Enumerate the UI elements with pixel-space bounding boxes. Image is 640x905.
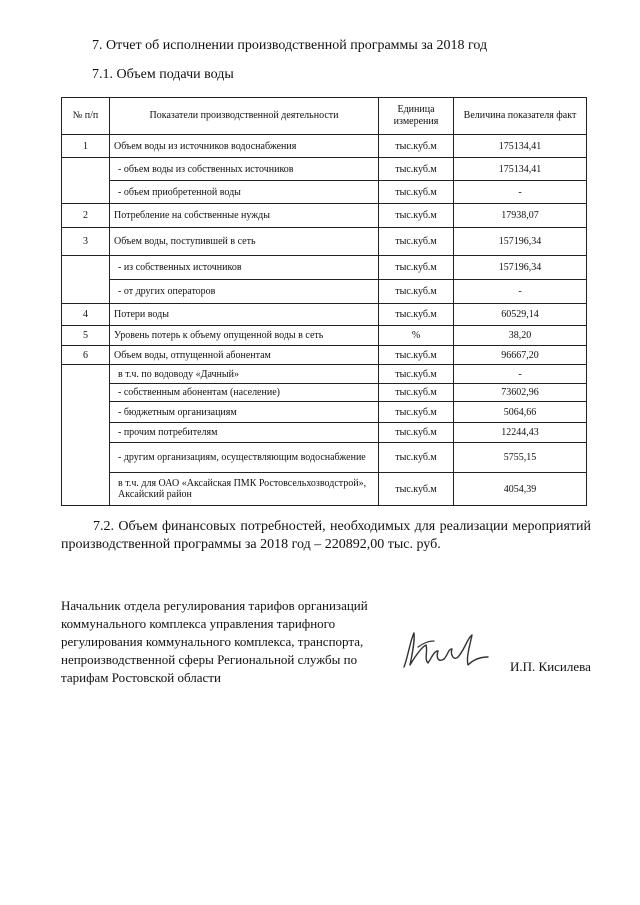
table-row (62, 181, 587, 204)
row-num: 1 (62, 135, 110, 158)
signer-name: И.П. Кисилева (510, 659, 591, 674)
row-value: 157196,34 (454, 256, 587, 280)
table-row (62, 402, 587, 423)
table-row (62, 228, 587, 256)
row-value: 4054,39 (454, 473, 587, 506)
row-name: - из собственных источников (110, 256, 379, 280)
row-name: Уровень потерь к объему опущенной воды в сеть (110, 326, 379, 346)
row-name: Объем воды, поступившей в сеть (110, 228, 379, 256)
row-name: Объем воды, отпущенной абонентам (110, 346, 379, 365)
row-num (62, 256, 110, 304)
row-name: - объем воды из собственных источников (110, 158, 379, 181)
row-value: - (454, 365, 587, 384)
row-unit: тыс.куб.м (379, 228, 454, 256)
row-value: 175134,41 (454, 158, 587, 181)
table-header-row (62, 98, 587, 135)
row-name: в т.ч. по водоводу «Дачный» (110, 365, 379, 384)
col-header-unit: Единица измерения (379, 98, 454, 135)
row-num: 2 (62, 204, 110, 228)
table-row (62, 326, 587, 346)
row-unit: тыс.куб.м (379, 204, 454, 228)
col-header-num: № п/п (62, 98, 110, 135)
row-value: 12244,43 (454, 423, 587, 443)
row-name: - бюджетным организациям (110, 402, 379, 423)
row-unit: тыс.куб.м (379, 158, 454, 181)
table-row (62, 280, 587, 304)
row-num: 4 (62, 304, 110, 326)
row-name: - другим организациям, осуществляющим водоснабжение (110, 443, 379, 473)
table-row (62, 135, 587, 158)
table-row (62, 204, 587, 228)
row-num: 6 (62, 346, 110, 365)
row-num: 3 (62, 228, 110, 256)
table-row (62, 158, 587, 181)
row-value: 38,20 (454, 326, 587, 346)
row-value: 73602,96 (454, 384, 587, 402)
row-num (62, 158, 110, 204)
row-unit: тыс.куб.м (379, 423, 454, 443)
table-row (62, 384, 587, 402)
row-name: - объем приобретенной воды (110, 181, 379, 204)
row-unit: тыс.куб.м (379, 365, 454, 384)
row-value: - (454, 181, 587, 204)
table-row (62, 473, 587, 506)
row-unit: тыс.куб.м (379, 443, 454, 473)
row-value: 17938,07 (454, 204, 587, 228)
handwritten-signature-icon (398, 627, 494, 675)
row-name: Потери воды (110, 304, 379, 326)
table-row (62, 304, 587, 326)
row-num (62, 365, 110, 506)
table-row (62, 346, 587, 365)
row-unit: тыс.куб.м (379, 304, 454, 326)
table-row (62, 365, 587, 384)
row-value: 157196,34 (454, 228, 587, 256)
row-unit: тыс.куб.м (379, 384, 454, 402)
row-value: - (454, 280, 587, 304)
table-row (62, 256, 587, 280)
row-name: - от других операторов (110, 280, 379, 304)
row-unit: тыс.куб.м (379, 473, 454, 506)
row-unit: тыс.куб.м (379, 280, 454, 304)
row-name: - собственным абонентам (население) (110, 384, 379, 402)
report-heading: 7. Отчет об исполнении производственной программы за 2018 год (92, 38, 488, 53)
signatory-position: Начальник отдела регулирования тарифов организаций коммунального комплекса управления тарифного регулирования коммунального комплекса, транспорта, непроизводственной сферы Региональной службы по тарифам Ростовской области (61, 598, 368, 685)
row-value: 175134,41 (454, 135, 587, 158)
section-heading: 7.1. Объем подачи воды (92, 67, 234, 82)
row-unit: тыс.куб.м (379, 402, 454, 423)
row-value: 5755,15 (454, 443, 587, 473)
row-unit: тыс.куб.м (379, 181, 454, 204)
col-header-value: Величина показателя факт (454, 98, 587, 135)
financial-needs-paragraph: 7.2. Объем финансовых потребностей, необходимых для реализации мероприятий производственной программы за 2018 год – 220892,00 тыс. руб. (61, 519, 591, 552)
row-unit: тыс.куб.м (379, 135, 454, 158)
water-supply-table (61, 97, 587, 506)
row-name: Объем воды из источников водоснабжения (110, 135, 379, 158)
row-value: 60529,14 (454, 304, 587, 326)
row-unit: тыс.куб.м (379, 346, 454, 365)
row-name: в т.ч. для ОАО «Аксайская ПМК Ростовсельхозводстрой», Аксайский район (110, 473, 379, 506)
table-row (62, 423, 587, 443)
row-unit: % (379, 326, 454, 346)
col-header-name: Показатели производственной деятельности (110, 98, 379, 135)
row-value: 5064,66 (454, 402, 587, 423)
row-value: 96667,20 (454, 346, 587, 365)
row-name: Потребление на собственные нужды (110, 204, 379, 228)
row-num: 5 (62, 326, 110, 346)
row-unit: тыс.куб.м (379, 256, 454, 280)
table-row (62, 443, 587, 473)
row-name: - прочим потребителям (110, 423, 379, 443)
